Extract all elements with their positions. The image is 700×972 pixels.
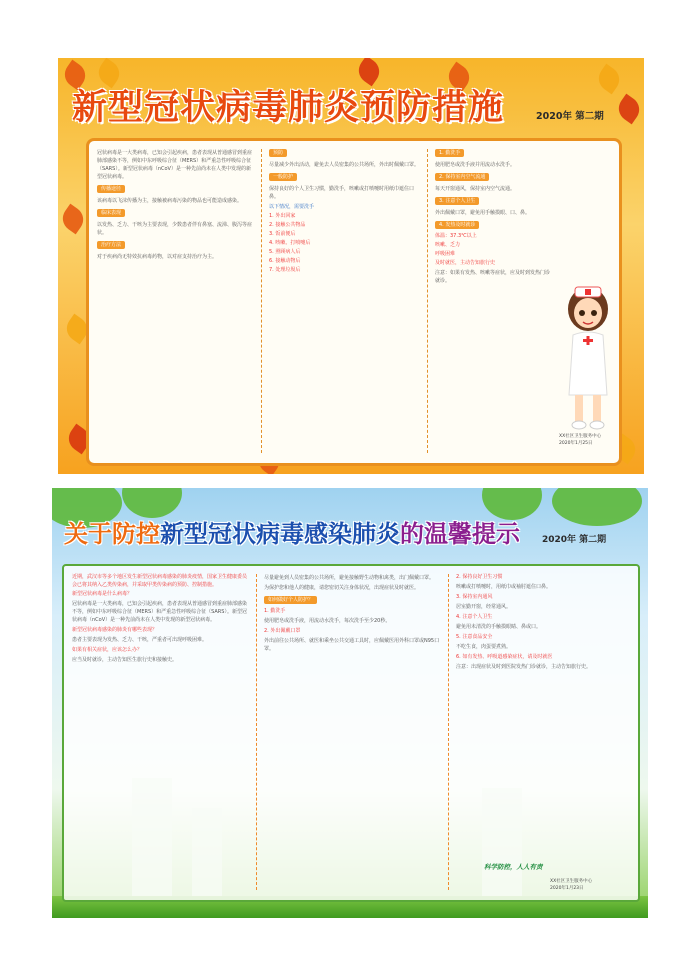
section-text: 以发热、乏力、干咳为主要表现，少数患者伴有鼻塞、流涕、腹泻等症状。 bbox=[97, 222, 253, 236]
section-text: 冠状病毒是一大类病毒，已知会引起疾病，患者表现从普通感冒到重症肺部感染不等，例如中东呼吸综合征（MERS）和严重急性呼吸综合征（SARS）。新型冠状病毒（nCoV）是一种先前尚未在人类中发现的新型冠状病毒。 bbox=[72, 601, 248, 623]
section-text: 避免用未清洗的手触摸眼睛、鼻或口。 bbox=[456, 624, 542, 630]
section-tag: 临床表现 bbox=[97, 209, 125, 217]
section-tag: 如何做好个人防护？ bbox=[264, 596, 317, 604]
column-right bbox=[456, 572, 628, 894]
credit-block bbox=[550, 878, 592, 892]
section-tag: 治疗方法 bbox=[97, 241, 125, 249]
section-heading: 4. 注意个人卫生 bbox=[456, 614, 493, 620]
list-item: 6. 接触动物后 bbox=[269, 258, 301, 264]
column-left bbox=[97, 147, 255, 457]
poster-title bbox=[64, 514, 520, 549]
section-heading: 2. 保持良好卫生习惯 bbox=[456, 574, 503, 580]
list-item: 4. 咳嗽、打喷嚏后 bbox=[269, 240, 311, 246]
section-text: 该病毒以飞沫传播为主，接触被病毒污染的物品也可能造成感染。 bbox=[97, 198, 243, 204]
section-text: 使用肥皂或洗手液并用流动水洗手。 bbox=[435, 162, 516, 168]
credit-block bbox=[559, 433, 601, 447]
nurse-cartoon-icon bbox=[561, 283, 615, 433]
section-text: 患者主要表现为发热、乏力、干咳，严重者可出现呼吸困难。 bbox=[72, 637, 208, 643]
section-text: 使用肥皂或洗手液，用流动水洗手，每次洗手至少20秒。 bbox=[264, 618, 391, 624]
section-text: 外出前往公共场所、就医和乘坐公共交通工具时，应佩戴医用外科口罩或N95口罩。 bbox=[264, 638, 440, 652]
list-item: 2. 接触公共物品 bbox=[269, 222, 306, 228]
section-heading: 6. 如有发热、呼吸道感染症状，请及时就医 bbox=[456, 654, 553, 660]
section-heading: 3. 保持室内通风 bbox=[456, 594, 493, 600]
credit-organization: XX社区卫生服务中心 bbox=[559, 434, 602, 439]
section-heading: 以下情况，需要洗手 bbox=[269, 204, 315, 210]
list-item: 3. 饭前便后 bbox=[269, 231, 296, 237]
column-divider bbox=[427, 149, 428, 453]
section-heading: 新型冠状病毒感染的肺炎有哪些表现？ bbox=[72, 627, 158, 633]
poster-prevention-measures bbox=[58, 58, 644, 474]
title-part: 新型冠状病毒感染肺炎 bbox=[160, 519, 400, 548]
credit-date: 2020年1月23日 bbox=[550, 886, 584, 891]
list-item: 及时就医，主动告知旅行史 bbox=[435, 260, 496, 266]
title-part: 关于防控 bbox=[64, 519, 160, 548]
list-item: 5. 照顾病人后 bbox=[269, 249, 301, 255]
section-heading: 如果有相关症状，应该怎么办？ bbox=[72, 647, 143, 653]
section-tag: 4. 发热及时就诊 bbox=[435, 221, 479, 229]
list-item: 呼吸困难 bbox=[435, 251, 456, 257]
section-tag: 1. 勤洗手 bbox=[435, 149, 464, 157]
section-text: 注意：出现症状及时到医院发热门诊就诊，主动告知旅行史。 bbox=[456, 664, 592, 670]
section-text: 注意：如果有发热、咳嗽等症状，应及时到发热门诊就诊。 bbox=[435, 270, 551, 284]
section-tag: 3. 注意个人卫生 bbox=[435, 197, 479, 205]
lead-text: 近期，武汉市等多个地区发生新型冠状病毒感染的肺炎疫情，国家卫生健康委员会已将其纳入乙类传染病，并采取甲类传染病的预防、控制措施。 bbox=[72, 574, 248, 588]
content-panel bbox=[62, 564, 640, 902]
section-text: 咳嗽或打喷嚏时，用纸巾或袖肘遮住口鼻。 bbox=[456, 584, 552, 590]
issue-label: 2020年 第二期 bbox=[542, 535, 607, 545]
section-heading: 1. 勤洗手 bbox=[264, 608, 286, 614]
section-text: 不吃生食，肉蛋要煮熟。 bbox=[456, 644, 512, 650]
section-text: 为保护您和他人的健康，请您密切关注身体状况，出现症状及时就医。 bbox=[264, 585, 420, 591]
column-middle bbox=[269, 147, 419, 457]
title-part: 的温馨提示 bbox=[400, 519, 520, 548]
section-text: 保持良好的个人卫生习惯，勤洗手，咳嗽或打喷嚏时用纸巾遮住口鼻。 bbox=[269, 186, 415, 200]
section-text: 应当及时就诊，主动告知医生旅行史和接触史。 bbox=[72, 657, 178, 663]
credit-date: 2020年1月25日 bbox=[559, 441, 593, 446]
column-divider bbox=[261, 149, 262, 453]
section-text: 每天开窗通风，保持室内空气流通。 bbox=[435, 186, 516, 192]
column-left bbox=[72, 572, 248, 894]
section-tag: 预防 bbox=[269, 149, 287, 157]
issue-label: 2020年 第二期 bbox=[536, 111, 604, 122]
slogan-text: 科学防控，人人有责 bbox=[484, 863, 543, 871]
section-text: 居室勤开窗，经常通风。 bbox=[456, 604, 512, 610]
section-text: 外出佩戴口罩，避免用手触摸眼、口、鼻。 bbox=[435, 210, 531, 216]
section-text: 对于疾病尚无特效抗病毒药物，以对症支持治疗为主。 bbox=[97, 254, 218, 260]
intro-text: 冠状病毒是一大类病毒，已知会引起疾病，患者表现从普通感冒到重症肺部感染不等，例如中东呼吸综合征（MERS）和严重急性呼吸综合征（SARS）。新型冠状病毒（nCoV）是一种先前尚未在人类中发现的新型冠状病毒。 bbox=[97, 150, 253, 180]
section-tag: 2. 保持室内空气流通 bbox=[435, 173, 489, 181]
column-divider bbox=[448, 574, 449, 890]
credit-organization: XX社区卫生服务中心 bbox=[550, 879, 593, 884]
section-heading: 5. 注意食品安全 bbox=[456, 634, 493, 640]
content-panel bbox=[86, 138, 622, 466]
leaf-icon bbox=[594, 64, 625, 95]
list-item: 咳嗽、乏力 bbox=[435, 242, 461, 248]
list-item: 1. 外出回家 bbox=[269, 213, 296, 219]
column-middle bbox=[264, 572, 440, 894]
tree-icon bbox=[552, 488, 642, 526]
poster-title: 新型冠状病毒肺炎预防措施 bbox=[72, 87, 505, 128]
section-tag: 传播途径 bbox=[97, 185, 125, 193]
list-item: 7. 处理垃圾后 bbox=[269, 267, 301, 273]
section-text: 尽量减少外出活动，避免去人员密集的公共场所，外出时佩戴口罩。 bbox=[269, 162, 420, 168]
list-item: 体温：37.3℃以上 bbox=[435, 233, 477, 239]
leaf-icon bbox=[614, 94, 644, 125]
section-heading: 2. 外出佩戴口罩 bbox=[264, 628, 301, 634]
column-right bbox=[435, 147, 553, 457]
section-text: 尽量避免到人员密集的公共场所，避免接触野生动物和禽类，出门佩戴口罩。 bbox=[264, 575, 435, 581]
section-tag: 一般防护 bbox=[269, 173, 297, 181]
leaf-icon bbox=[58, 204, 88, 235]
column-divider bbox=[256, 574, 257, 890]
section-heading: 新型冠状病毒是什么病毒？ bbox=[72, 591, 133, 597]
poster-warm-tips bbox=[52, 488, 648, 918]
